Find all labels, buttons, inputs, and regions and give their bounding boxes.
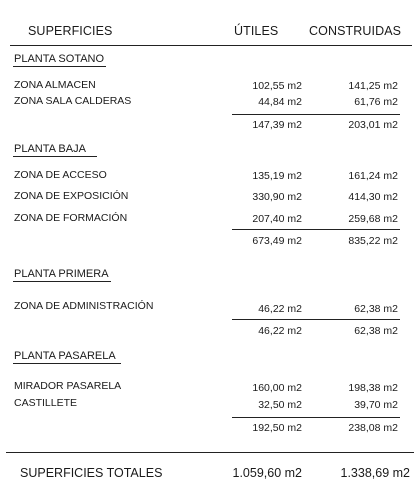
item-utiles: 207,40 m2 [252,213,302,225]
section-underline [13,281,111,282]
subtotal-construidas: 62,38 m2 [354,325,398,337]
totals-rule [6,452,414,453]
subtotal-utiles: 147,39 m2 [252,119,302,131]
subtotal-rule [232,417,400,418]
subtotal-utiles: 673,49 m2 [252,235,302,247]
subtotal-rule [232,319,400,320]
column-header-superficies: SUPERFICIES [28,24,113,38]
column-header-construidas: CONSTRUIDAS [309,24,402,38]
item-name: ZONA DE ACCESO [14,169,107,181]
totals-utiles: 1.059,60 m2 [232,466,302,480]
item-utiles: 135,19 m2 [252,170,302,182]
section-title-planta-baja: PLANTA BAJA [14,143,86,155]
item-name: ZONA ALMACEN [14,79,96,91]
item-utiles: 160,00 m2 [252,382,302,394]
item-utiles: 102,55 m2 [252,80,302,92]
item-name: CASTILLETE [14,397,78,409]
item-construidas: 259,68 m2 [348,213,398,225]
item-construidas: 62,38 m2 [354,303,398,315]
subtotal-utiles: 46,22 m2 [258,325,302,337]
section-underline [13,156,97,157]
item-name: ZONA DE FORMACIÓN [14,212,128,224]
item-construidas: 198,38 m2 [348,382,398,394]
item-construidas: 141,25 m2 [348,80,398,92]
column-header-utiles: ÚTILES [234,24,279,38]
item-construidas: 161,24 m2 [348,170,398,182]
section-title-planta-primera: PLANTA PRIMERA [14,268,109,280]
subtotal-construidas: 835,22 m2 [348,235,398,247]
item-utiles: 46,22 m2 [258,303,302,315]
item-name: ZONA DE EXPOSICIÓN [14,190,129,202]
subtotal-construidas: 238,08 m2 [348,422,398,434]
section-underline [13,363,121,364]
subtotal-utiles: 192,50 m2 [252,422,302,434]
item-utiles: 44,84 m2 [258,96,302,108]
section-title-planta-sotano: PLANTA SOTANO [14,53,105,65]
subtotal-rule [232,229,400,230]
item-utiles: 32,50 m2 [258,399,302,411]
totals-construidas: 1.338,69 m2 [340,466,410,480]
subtotal-construidas: 203,01 m2 [348,119,398,131]
item-name: ZONA DE ADMINISTRACIÓN [14,300,154,312]
item-construidas: 61,76 m2 [354,96,398,108]
item-construidas: 39,70 m2 [354,399,398,411]
section-title-planta-pasarela: PLANTA PASARELA [14,350,116,362]
totals-label: SUPERFICIES TOTALES [20,466,163,480]
subtotal-rule [232,114,400,115]
item-utiles: 330,90 m2 [252,191,302,203]
item-name: ZONA SALA CALDERAS [14,95,132,107]
section-underline [13,66,106,67]
header-rule [10,45,412,46]
item-construidas: 414,30 m2 [348,191,398,203]
item-name: MIRADOR PASARELA [14,380,122,392]
